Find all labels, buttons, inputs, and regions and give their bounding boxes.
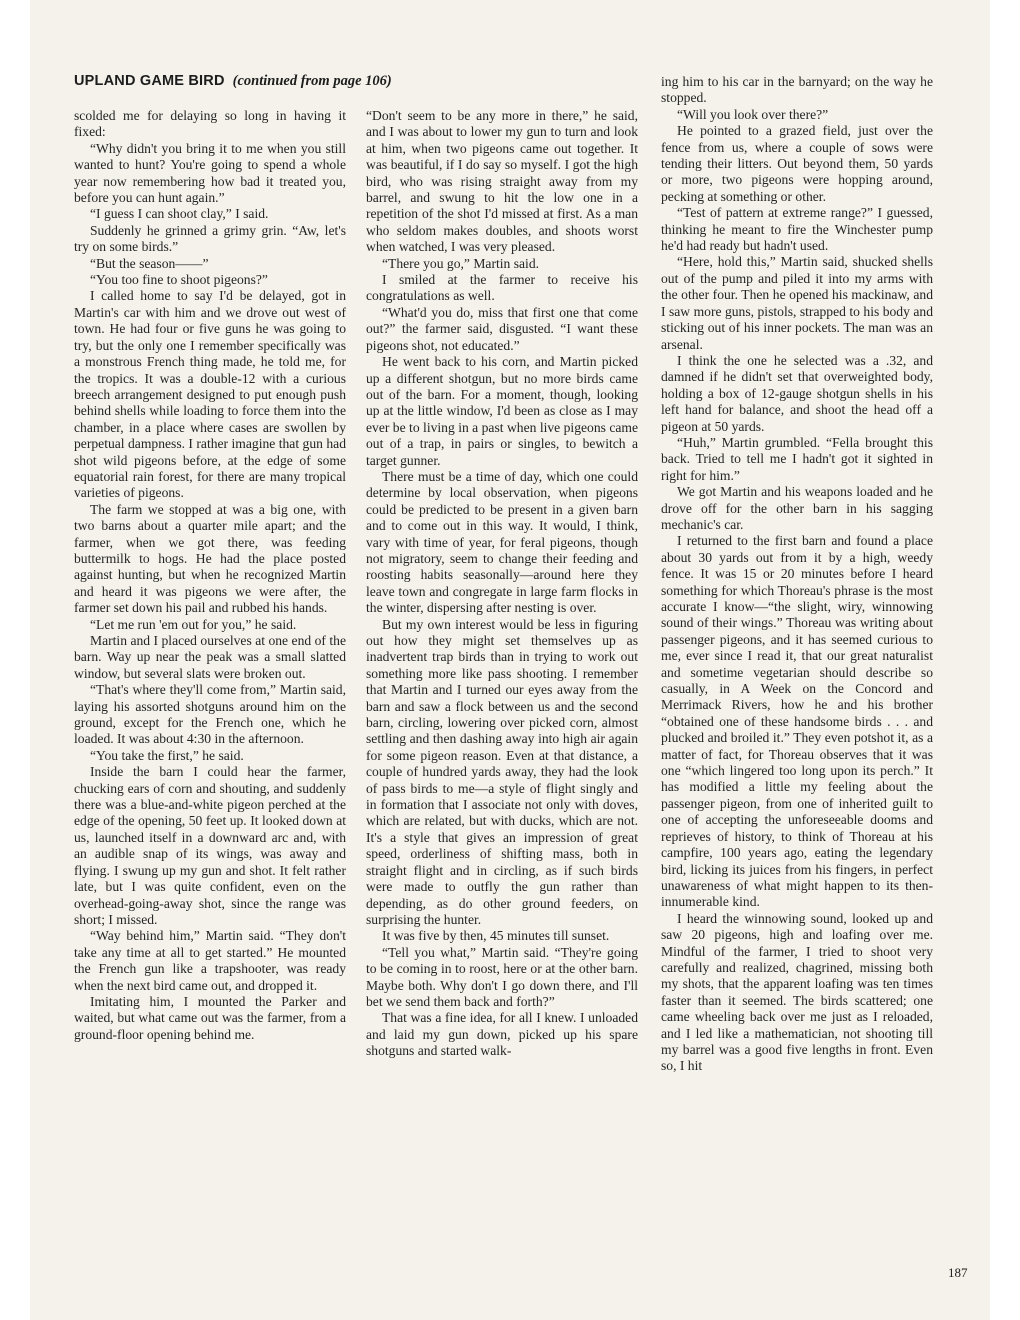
paragraph: “But the season——” [90,255,209,271]
paragraph: scolded me for delaying so long in having it fixed: [74,108,346,140]
paragraph: “Tell you what,” Martin said. “They're going to be coming in to roost, here or at the other barn. Maybe both. Why don't I go down there, and I'll bet we send them back and forth?” [366,944,638,1009]
paragraph: “Let me run 'em out for you,” he said. [90,616,297,632]
paragraph: “Huh,” Martin grumbled. “Fella brought this back. Tried to tell me I hadn't got it sighted in right for him.” [661,434,933,483]
paragraph: “Way behind him,” Martin said. “They don't take any time at all to get started.” He mounted the French gun like a trapshooter, was ready when the next bird came out, and dropped it. [74,928,346,993]
paragraph: Inside the barn I could hear the farmer, chucking ears of corn and shouting, and suddenly there was a blue-and-white pigeon perched at the edge of the opening, 50 feet up. It looked down at us, launched itself in a downward arc and, with an audible snap of its wings, was away and flying. I swung up my gun and shot. It felt rather late, but I was quite confident, even on the overhead-going-away shot, since the range was short; I missed. [74,764,346,927]
paragraph: “That's where they'll come from,” Martin said, laying his assorted shotguns around him on the ground, except for the French one, which he loaded. It was about 4:30 in the afternoon. [74,682,346,747]
paragraph: I returned to the first barn and found a place about 30 yards out from it by a high, weedy fence. It was 15 or 20 minutes before I heard something for which Thoreau's phrase is the most accurate I know—“the slight, wiry, winnowing sound of their wings.” Thoreau was writing about passenger pigeons, and it has seemed curious to me, ever since I read it, that our great naturalist and sometime vegetarian should describe so casually, in A Week on the Concord and Merrimack Rivers, how he and his brother “obtained one of these handsome birds . . . and plucked and broiled it.” They even potshot it, as a matter of fact, for Thoreau observes that it was one “which lingered too long upon its perch.” It has modified a little my feeling about the passenger pigeon, from one of inherited guilt to one of accepting the unforeseeable dooms and reprieves of history, to think of Thoreau at his campfire, 100 years ago, eating the legendary bird, licking its juices from his fingers, in perfect unawareness of what might happen to its then-innumerable kind. [661,533,933,910]
paragraph: I heard the winnowing sound, looked up and saw 20 pigeons, high and loafing over me. Mindful of the farmer, I tried to shoot very carefully and realized, chagrined, missing both my shots, that the apparent loafing was ten times faster than it seemed. The birds scattered; one came wheeling back over me just as I reloaded, and I led like a mathematician, not shooting till my barrel was a good five lengths in front. Even so, I hit [661,910,933,1074]
paragraph: It was five by then, 45 minutes till sunset. [382,928,610,944]
magazine-page [30,0,990,1320]
paragraph: “Will you look over there?” [677,106,829,122]
article-header [74,72,674,90]
paragraph: We got Martin and his weapons loaded and he drove off for the other barn in his sagging mechanic's car. [661,484,933,532]
paragraph: He went back to his corn, and Martin picked up a different shotgun, but no more birds came out of the barn. For a moment, though, looking up at the little window, I'd been as close as I may ever be to living in a past when live pigeons came out of a trap, in pairs or singles, to bewitch a target gunner. [366,354,638,468]
paragraph: Imitating him, I mounted the Parker and waited, but what came out was the farmer, from a ground-floor opening behind me. [74,993,346,1042]
paragraph: Martin and I placed ourselves at one end of the barn. Way up near the peak was a small slatted window, but several slats were broken out. [74,633,346,681]
paragraph: “Test of pattern at extreme range?” I guessed, thinking he meant to fire the Winchester pump he'd had ready but hadn't used. [661,205,933,254]
paragraph: I called home to say I'd be delayed, got in Martin's car with him and we drove out west of town. He had four or five guns he was going to try, but the only one I remember specifically was a monstrous French thing made, he told me, for the tropics. It was a double-12 with a curious breech arrangement designed to put enough push behind shells while loading to force them into the chamber, in a place where cases are swollen by perpetual dampness. I rather imagine that gun had shot wild pigeons before, at the edge of some equatorial rain forest, for there are many tropical varieties of pigeons. [74,288,346,501]
paragraph: “I guess I can shoot clay,” I said. [90,206,269,222]
paragraph: “You take the first,” he said. [90,747,244,763]
paragraph: “Don't seem to be any more in there,” he said, and I was about to lower my gun to turn and look at him, when two pigeons came out together. It was beautiful, if I do say so myself. I got the high bird, who was rising straight away from my barrel, and swung to hit the low one in a repetition of the shot I'd missed at first. As a man who seldom makes doubles, and shoots worst when watched, I was very pleased. [366,108,638,255]
paragraph: I think the one he selected was a .32, and damned if he didn't set that overweighted body, holding a box of 12-gauge shotgun shells in his left hand for balance, and shoot the head off a pigeon at 50 yards. [661,352,933,434]
article-title: UPLAND GAME BIRD [74,73,225,89]
paragraph: There must be a time of day, which one could determine by local observation, when pigeons could be predicted to be present in a given barn and to come out in this way. It would, I think, vary with time of year, for feral pigeons, though not migratory, seem to change their feeding and roosting habits seasonally—around here they leave town and congregate in large farm flocks in the winter, dispersing after nesting is over. [366,468,638,616]
text-column-2 [366,108,638,1060]
continued-note: (continued from page 106) [232,73,392,89]
paragraph: “Why didn't you bring it to me when you still wanted to hunt? You're going to spend a whole year now remembering how bad it treated you, before you can hunt again.” [74,140,346,206]
paragraph: ing him to his car in the barnyard; on the way he stopped. [661,74,933,106]
paragraph: “Here, hold this,” Martin said, shucked shells out of the pump and piled it into my arms with the other four. Then he opened his mackinaw, and I saw more guns, pistols, strapped to his body and sticking out of his inner pockets. The man was an arsenal. [661,254,933,352]
paragraph: He pointed to a grazed field, just over the fence from us, where a couple of sows were tending their litters. Out beyond them, 50 yards or more, two pigeons were hopping around, pecking at something or other. [661,123,933,204]
page-number: 187 [948,1265,968,1280]
paragraph: “What'd you do, miss that first one that come out?” the farmer said, disgusted. “I want these pigeons shot, not educated.” [366,304,638,353]
paragraph: “You too fine to shoot pigeons?” [90,272,268,288]
paragraph: Suddenly he grinned a grimy grin. “Aw, let's try on some birds.” [74,222,346,255]
paragraph: I smiled at the farmer to receive his congratulations as well. [366,272,638,304]
text-column-1 [74,108,346,1043]
paragraph: The farm we stopped at was a big one, with two barns about a quarter mile apart; and the farmer, when we got there, was feeding buttermilk to hogs. He had the place posted against hunting, but when he recognized Martin and heard it was pigeons we were after, the farmer set down his pail and rubbed his hands. [74,501,346,616]
paragraph: But my own interest would be less in figuring out how they might set themselves up as inadvertent trap birds than in trying to work out something more like pass shooting. I remember that Martin and I turned our eyes away from the barn and saw a flock between us and the second barn, circling, lowering over picked corn, almost settling and then dashing away into high air again for some pigeon reason. Even at that distance, a couple of hundred yards away, they had the look of pass birds to me—a style of flight singly and in formation that I associate not only with doves, which are related, but with ducks, which are not. It's a style that gives an impression of great speed, orderliness of shifting mass, both in straight flight and in circling, as if such birds were made to outfly the gun rather than depending, as do other ground feeders, on surprising the hunter. [366,616,638,927]
paragraph: “There you go,” Martin said. [382,255,540,271]
text-column-3 [661,74,933,1075]
paragraph: That was a fine idea, for all I knew. I unloaded and laid my gun down, picked up his spare shotguns and started walk- [366,1010,638,1059]
